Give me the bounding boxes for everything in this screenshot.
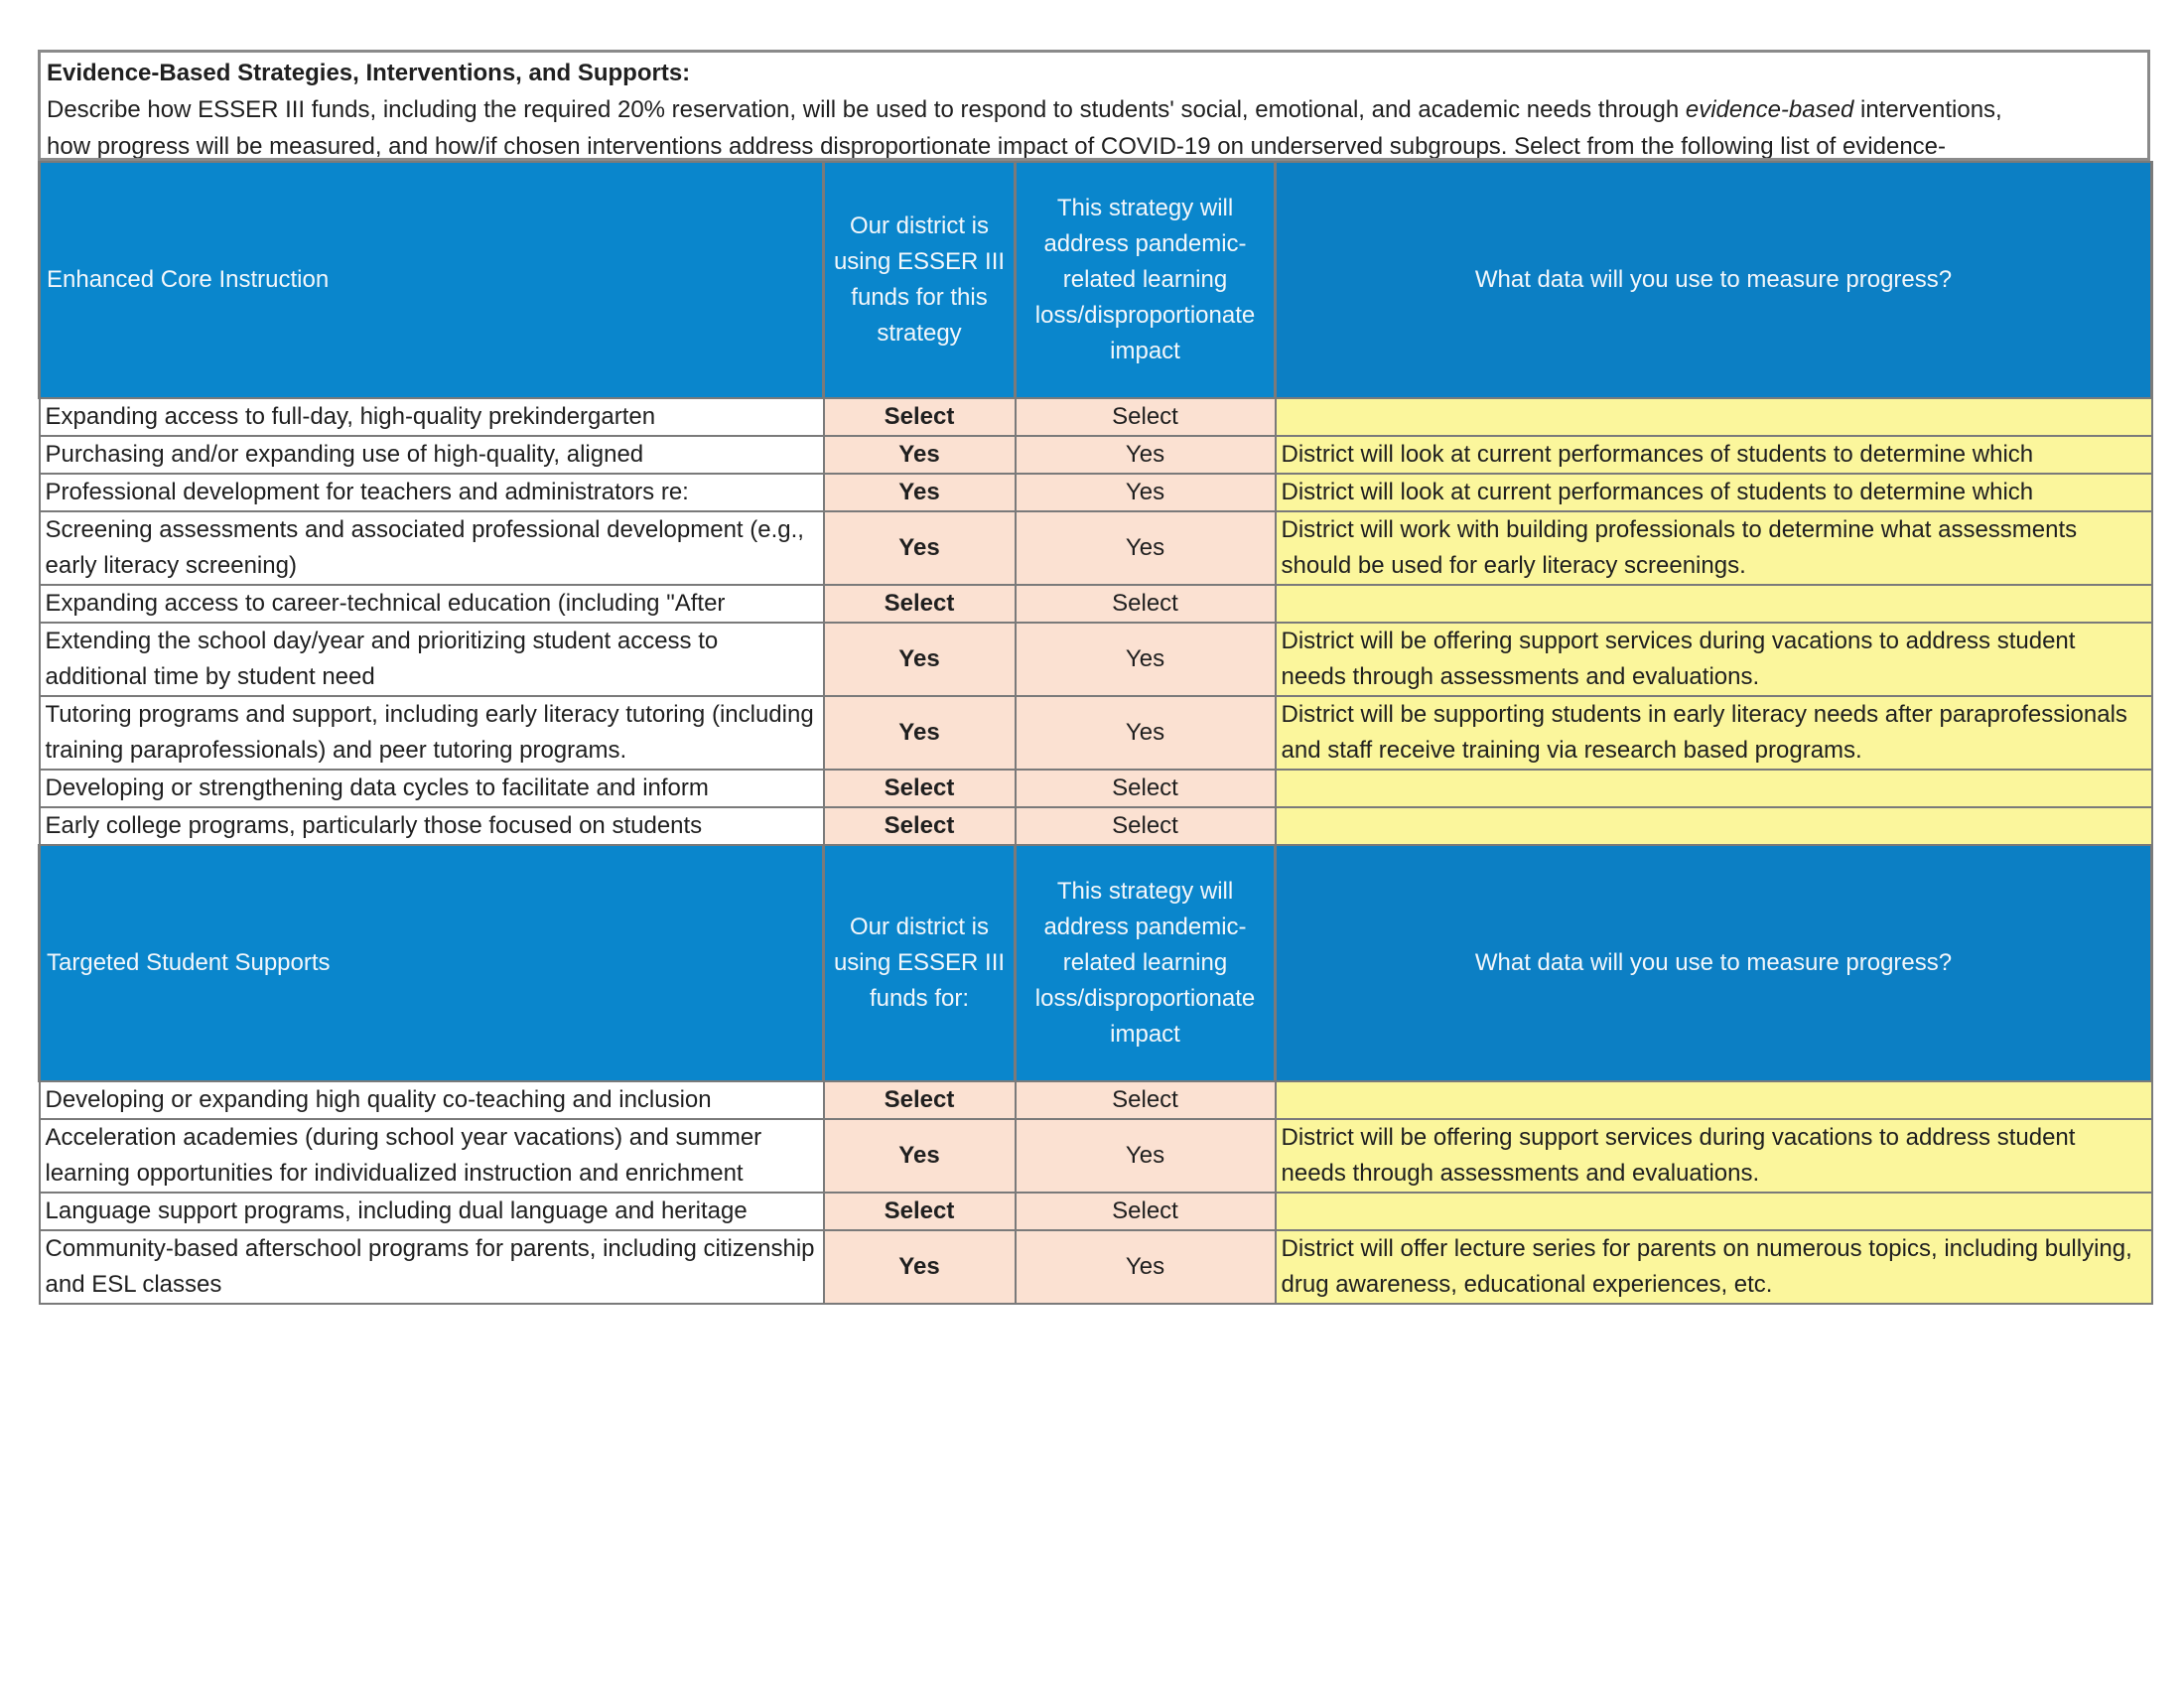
using-funds-select[interactable]: Select <box>824 585 1016 623</box>
column-header-address-loss: This strategy will address pandemic-related learning loss/disproportionate impact <box>1016 845 1276 1081</box>
strategy-name: Professional development for teachers and administrators re: <box>40 474 824 511</box>
using-funds-select[interactable]: Select <box>824 1193 1016 1230</box>
strategy-name: Community-based afterschool programs for parents, including citizenship and ESL classes <box>40 1230 824 1304</box>
column-header-using-funds: Our district is using ESSER III funds for: <box>824 845 1016 1081</box>
address-loss-select[interactable]: Select <box>1016 1081 1276 1119</box>
strategy-row <box>40 585 2152 623</box>
section-header-row <box>40 845 2152 1081</box>
intro-box <box>38 50 2150 161</box>
strategy-row <box>40 511 2152 585</box>
measure-progress-field[interactable]: District will work with building professionals to determine what assessments should be used for early literacy screenings. <box>1276 511 2152 585</box>
address-loss-select[interactable]: Select <box>1016 1193 1276 1230</box>
strategy-row <box>40 1081 2152 1119</box>
address-loss-select[interactable]: Select <box>1016 398 1276 436</box>
address-loss-select[interactable]: Yes <box>1016 696 1276 770</box>
column-header-using-funds: Our district is using ESSER III funds for this strategy <box>824 162 1016 398</box>
using-funds-select[interactable]: Yes <box>824 511 1016 585</box>
address-loss-select[interactable]: Yes <box>1016 623 1276 696</box>
strategy-row <box>40 1230 2152 1304</box>
strategy-name: Early college programs, particularly those focused on students <box>40 807 824 845</box>
strategy-name: Language support programs, including dual language and heritage <box>40 1193 824 1230</box>
intro-text: Describe how ESSER III funds, including the required 20% reservation, will be used to respond to students' social, emotional, and academic needs through <box>47 96 1686 123</box>
using-funds-select[interactable]: Select <box>824 770 1016 807</box>
address-loss-select[interactable]: Yes <box>1016 1119 1276 1193</box>
strategy-name: Acceleration academies (during school year vacations) and summer learning opportunities for individualized instruction and enrichment <box>40 1119 824 1193</box>
using-funds-select[interactable]: Yes <box>824 1119 1016 1193</box>
strategy-row <box>40 807 2152 845</box>
using-funds-select[interactable]: Yes <box>824 1230 1016 1304</box>
address-loss-select[interactable]: Select <box>1016 585 1276 623</box>
address-loss-select[interactable]: Select <box>1016 770 1276 807</box>
strategies-form <box>38 50 2150 1305</box>
strategy-name: Expanding access to career-technical education (including "After <box>40 585 824 623</box>
using-funds-select[interactable]: Yes <box>824 696 1016 770</box>
strategy-name: Screening assessments and associated professional development (e.g., early literacy screening) <box>40 511 824 585</box>
strategy-row <box>40 696 2152 770</box>
section-header-row <box>40 162 2152 398</box>
measure-progress-field[interactable] <box>1276 807 2152 845</box>
measure-progress-field[interactable]: District will be offering support services during vacations to address student needs through assessments and evaluations. <box>1276 1119 2152 1193</box>
measure-progress-field[interactable]: District will look at current performances of students to determine which <box>1276 474 2152 511</box>
measure-progress-field[interactable] <box>1276 1081 2152 1119</box>
section-title: Targeted Student Supports <box>40 845 824 1081</box>
measure-progress-field[interactable] <box>1276 585 2152 623</box>
strategy-row <box>40 770 2152 807</box>
measure-progress-field[interactable]: District will be offering support services during vacations to address student needs through assessments and evaluations. <box>1276 623 2152 696</box>
using-funds-select[interactable]: Yes <box>824 623 1016 696</box>
measure-progress-field[interactable] <box>1276 770 2152 807</box>
address-loss-select[interactable]: Select <box>1016 807 1276 845</box>
address-loss-select[interactable]: Yes <box>1016 511 1276 585</box>
section-title: Enhanced Core Instruction <box>40 162 824 398</box>
using-funds-select[interactable]: Yes <box>824 474 1016 511</box>
using-funds-select[interactable]: Select <box>824 1081 1016 1119</box>
strategy-row <box>40 623 2152 696</box>
intro-title: Evidence-Based Strategies, Interventions, and Supports: <box>47 60 691 86</box>
address-loss-select[interactable]: Yes <box>1016 1230 1276 1304</box>
strategies-table-body <box>40 162 2152 1304</box>
strategy-name: Expanding access to full-day, high-quality prekindergarten <box>40 398 824 436</box>
measure-progress-field[interactable]: District will look at current performances of students to determine which <box>1276 436 2152 474</box>
column-header-measure-progress: What data will you use to measure progress? <box>1276 162 2152 398</box>
measure-progress-field[interactable] <box>1276 1193 2152 1230</box>
strategy-name: Extending the school day/year and prioritizing student access to additional time by student need <box>40 623 824 696</box>
using-funds-select[interactable]: Select <box>824 807 1016 845</box>
strategy-row <box>40 1193 2152 1230</box>
strategy-row <box>40 474 2152 511</box>
strategy-name: Developing or strengthening data cycles to facilitate and inform <box>40 770 824 807</box>
intro-line-2: how progress will be measured, and how/if chosen interventions address disproportionate impact of COVID-19 on underserved subgroups. Select from the following list of evidence- <box>47 133 1947 160</box>
column-header-address-loss: This strategy will address pandemic-related learning loss/disproportionate impact <box>1016 162 1276 398</box>
intro-line-1 <box>47 91 2141 128</box>
column-header-measure-progress: What data will you use to measure progress? <box>1276 845 2152 1081</box>
strategy-row <box>40 436 2152 474</box>
strategy-row <box>40 398 2152 436</box>
measure-progress-field[interactable]: District will be supporting students in early literacy needs after paraprofessionals and staff receive training via research based programs. <box>1276 696 2152 770</box>
intro-emphasis: evidence-based <box>1685 96 1854 123</box>
address-loss-select[interactable]: Yes <box>1016 474 1276 511</box>
strategy-row <box>40 1119 2152 1193</box>
measure-progress-field[interactable]: District will offer lecture series for parents on numerous topics, including bullying, drug awareness, educational experiences, etc. <box>1276 1230 2152 1304</box>
using-funds-select[interactable]: Select <box>824 398 1016 436</box>
intro-text-end: interventions, <box>1853 96 2002 123</box>
strategy-name: Tutoring programs and support, including early literacy tutoring (including training paraprofessionals) and peer tutoring programs. <box>40 696 824 770</box>
using-funds-select[interactable]: Yes <box>824 436 1016 474</box>
strategy-name: Developing or expanding high quality co-teaching and inclusion <box>40 1081 824 1119</box>
strategy-name: Purchasing and/or expanding use of high-quality, aligned <box>40 436 824 474</box>
measure-progress-field[interactable] <box>1276 398 2152 436</box>
strategies-table <box>38 161 2153 1305</box>
address-loss-select[interactable]: Yes <box>1016 436 1276 474</box>
